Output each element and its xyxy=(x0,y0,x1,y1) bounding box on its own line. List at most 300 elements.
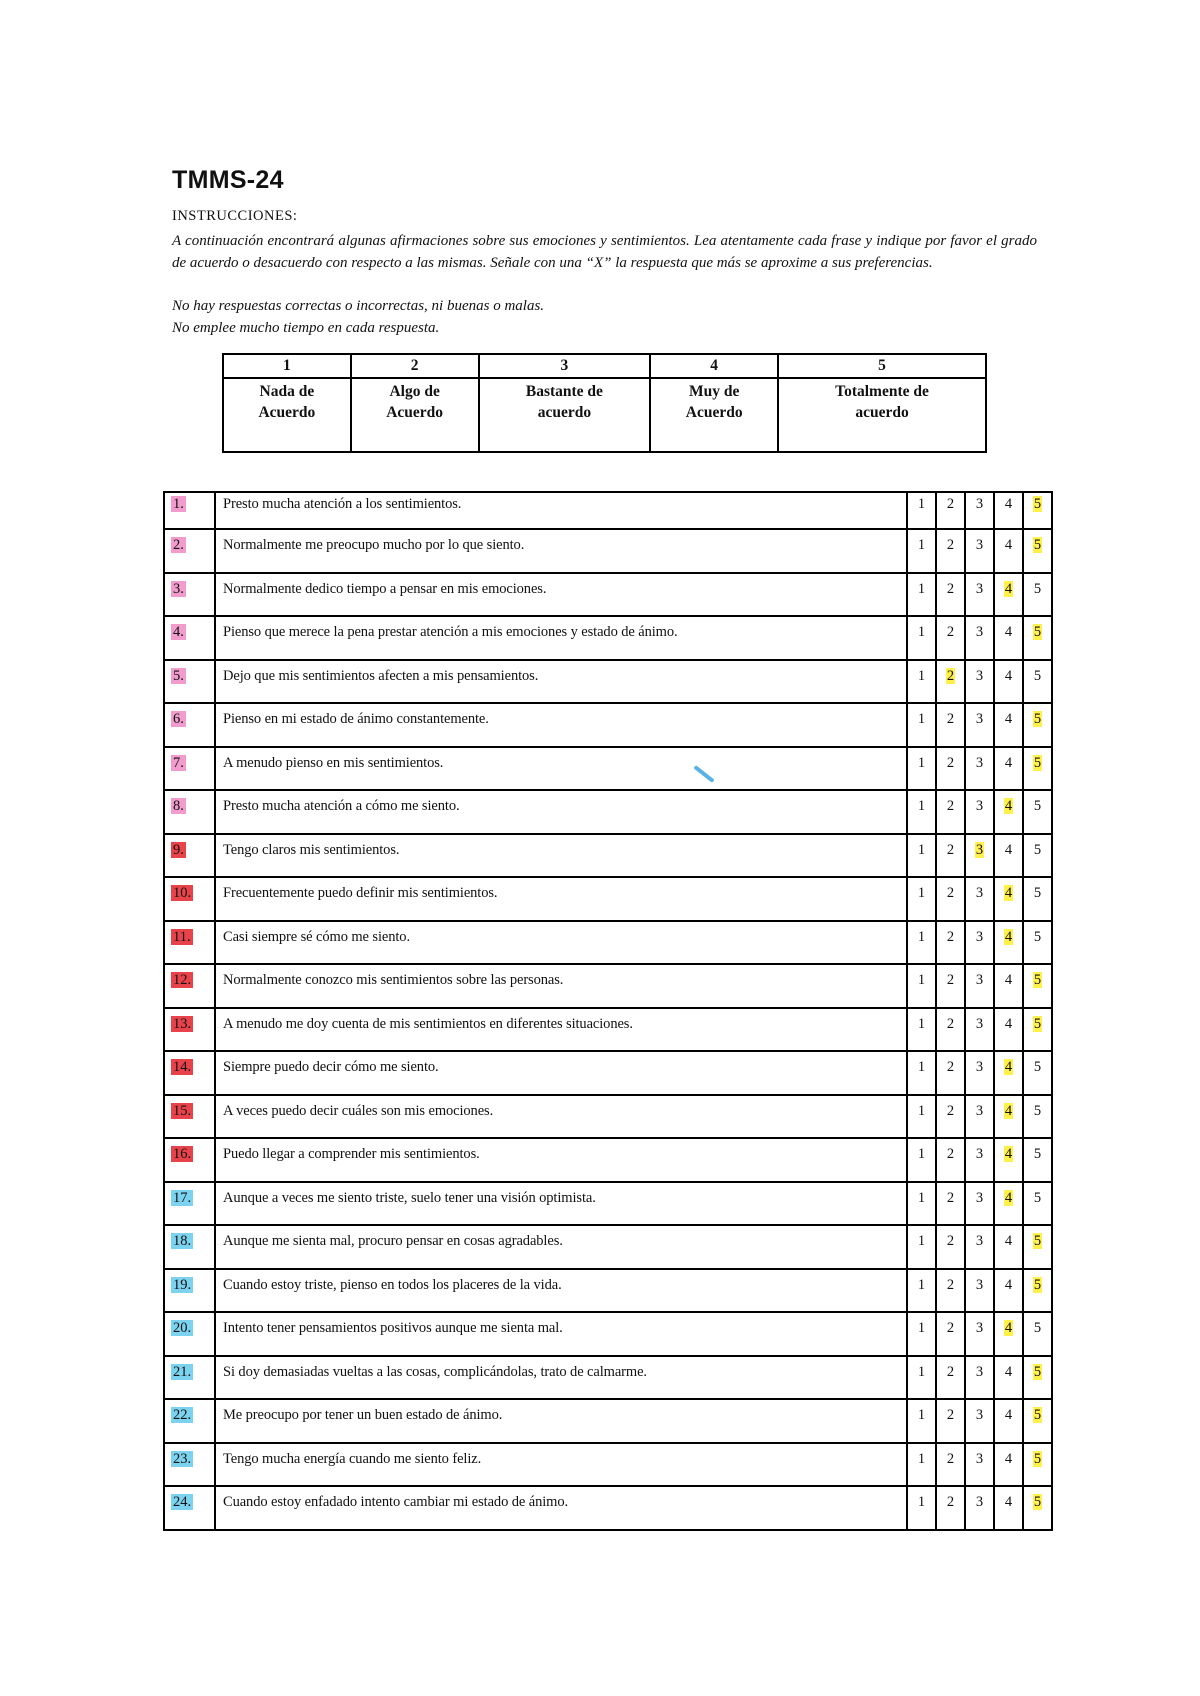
response-option-4[interactable] xyxy=(994,1356,1023,1400)
option-label: 1 xyxy=(917,624,926,640)
option-label: 1 xyxy=(917,754,926,771)
response-option-4[interactable] xyxy=(994,1312,1023,1356)
scale-label: Bastante de acuerdo xyxy=(479,378,651,452)
option-label: 3 xyxy=(975,537,984,553)
item-number: 11. xyxy=(173,928,191,945)
option-label: 3 xyxy=(975,1233,984,1249)
instructions-note-time: No emplee mucho tiempo en cada respuesta. xyxy=(172,320,440,336)
item-statement: Intento tener pensamientos positivos aunque me sienta mal. xyxy=(215,1312,907,1356)
option-label: 5 xyxy=(1033,1059,1042,1075)
response-option-2[interactable] xyxy=(936,790,965,834)
option-label: 3 xyxy=(975,885,984,901)
response-option-1[interactable] xyxy=(907,1399,936,1443)
response-option-1[interactable] xyxy=(907,877,936,921)
response-option-3[interactable] xyxy=(965,1095,994,1139)
response-option-2[interactable] xyxy=(936,1356,965,1400)
response-option-5[interactable] xyxy=(1023,660,1052,704)
response-option-5[interactable] xyxy=(1023,1225,1052,1269)
response-option-2[interactable] xyxy=(936,1138,965,1182)
option-label: 1 xyxy=(917,667,926,684)
response-option-4[interactable] xyxy=(994,1051,1023,1095)
item-statement: Frecuentemente puedo definir mis sentimientos. xyxy=(215,877,907,921)
questionnaire-row xyxy=(164,1443,1052,1487)
questionnaire-row xyxy=(164,616,1052,660)
option-label: 5 xyxy=(1033,1320,1042,1336)
option-label: 4 xyxy=(1004,496,1013,512)
option-label: 3 xyxy=(975,1450,984,1467)
response-option-4[interactable] xyxy=(994,492,1023,529)
option-label: 2 xyxy=(946,1015,955,1032)
item-number-cell xyxy=(164,573,215,617)
item-statement: A veces puedo decir cuáles son mis emociones. xyxy=(215,1095,907,1139)
item-number-cell xyxy=(164,529,215,573)
option-label: 4 xyxy=(1004,1494,1013,1510)
response-option-4[interactable] xyxy=(994,1443,1023,1487)
option-label: 4 xyxy=(1004,624,1013,640)
questionnaire-row xyxy=(164,1312,1052,1356)
response-option-2[interactable] xyxy=(936,1225,965,1269)
response-option-5[interactable] xyxy=(1023,703,1052,747)
selected-answer: 5 xyxy=(1033,1450,1042,1467)
response-option-3[interactable] xyxy=(965,834,994,878)
selected-answer: 5 xyxy=(1033,1015,1042,1032)
response-option-1[interactable] xyxy=(907,703,936,747)
instructions-note-correct: No hay respuestas correctas o incorrectas, ni buenas o malas. xyxy=(172,298,545,314)
response-option-1[interactable] xyxy=(907,834,936,878)
response-option-3[interactable] xyxy=(965,1356,994,1400)
response-option-2[interactable] xyxy=(936,1095,965,1139)
item-number-cell xyxy=(164,1225,215,1269)
response-option-2[interactable] xyxy=(936,747,965,791)
response-option-4[interactable] xyxy=(994,1486,1023,1530)
option-label: 3 xyxy=(975,1363,984,1380)
option-label: 3 xyxy=(975,754,984,771)
response-option-3[interactable] xyxy=(965,877,994,921)
selected-answer: 5 xyxy=(1033,1233,1042,1249)
response-option-3[interactable] xyxy=(965,573,994,617)
selected-answer: 4 xyxy=(1004,580,1013,597)
option-label: 2 xyxy=(946,885,955,901)
response-option-1[interactable] xyxy=(907,1182,936,1226)
response-option-4[interactable] xyxy=(994,529,1023,573)
option-label: 3 xyxy=(975,1494,984,1510)
scale-number: 2 xyxy=(351,354,479,378)
response-option-1[interactable] xyxy=(907,747,936,791)
response-option-2[interactable] xyxy=(936,1399,965,1443)
item-statement: Aunque me sienta mal, procuro pensar en cosas agradables. xyxy=(215,1225,907,1269)
response-option-4[interactable] xyxy=(994,616,1023,660)
response-option-5[interactable] xyxy=(1023,1138,1052,1182)
response-option-5[interactable] xyxy=(1023,1356,1052,1400)
response-option-2[interactable] xyxy=(936,1182,965,1226)
response-option-4[interactable] xyxy=(994,573,1023,617)
option-label: 5 xyxy=(1033,841,1042,858)
item-statement: Pienso que merece la pena prestar atención a mis emociones y estado de ánimo. xyxy=(215,616,907,660)
option-label: 2 xyxy=(946,1407,955,1423)
response-option-5[interactable] xyxy=(1023,790,1052,834)
item-number: 23. xyxy=(173,1450,192,1467)
response-option-2[interactable] xyxy=(936,1486,965,1530)
questionnaire-row xyxy=(164,1051,1052,1095)
response-option-4[interactable] xyxy=(994,747,1023,791)
response-option-3[interactable] xyxy=(965,1312,994,1356)
item-number-cell xyxy=(164,877,215,921)
option-label: 2 xyxy=(946,1059,955,1075)
item-statement: A menudo pienso en mis sentimientos. xyxy=(215,747,907,791)
item-number-cell xyxy=(164,1269,215,1313)
response-option-2[interactable] xyxy=(936,616,965,660)
response-option-1[interactable] xyxy=(907,1269,936,1313)
response-option-3[interactable] xyxy=(965,921,994,965)
option-label: 2 xyxy=(946,537,955,553)
response-option-3[interactable] xyxy=(965,1269,994,1313)
selected-answer: 5 xyxy=(1033,972,1042,988)
response-option-1[interactable] xyxy=(907,1095,936,1139)
response-option-3[interactable] xyxy=(965,492,994,529)
item-number-cell xyxy=(164,1182,215,1226)
option-label: 5 xyxy=(1033,798,1042,814)
option-label: 5 xyxy=(1033,885,1042,901)
response-option-4[interactable] xyxy=(994,703,1023,747)
response-option-5[interactable] xyxy=(1023,1486,1052,1530)
response-option-4[interactable] xyxy=(994,1008,1023,1052)
response-option-2[interactable] xyxy=(936,1312,965,1356)
response-option-2[interactable] xyxy=(936,834,965,878)
option-label: 3 xyxy=(975,624,984,640)
scale-label: Muy de Acuerdo xyxy=(650,378,778,452)
response-option-1[interactable] xyxy=(907,1008,936,1052)
option-label: 2 xyxy=(946,1450,955,1467)
option-label: 2 xyxy=(946,496,955,512)
item-statement: Casi siempre sé cómo me siento. xyxy=(215,921,907,965)
response-option-5[interactable] xyxy=(1023,1182,1052,1226)
option-label: 1 xyxy=(917,1102,926,1119)
option-label: 3 xyxy=(975,1146,984,1162)
option-label: 4 xyxy=(1004,667,1013,684)
response-option-4[interactable] xyxy=(994,1399,1023,1443)
response-option-3[interactable] xyxy=(965,1138,994,1182)
response-option-1[interactable] xyxy=(907,1486,936,1530)
option-label: 5 xyxy=(1033,1146,1042,1162)
questionnaire-row xyxy=(164,1138,1052,1182)
option-label: 4 xyxy=(1004,1450,1013,1467)
option-label: 1 xyxy=(917,496,926,512)
option-label: 3 xyxy=(975,496,984,512)
option-label: 4 xyxy=(1004,1015,1013,1032)
response-option-5[interactable] xyxy=(1023,1443,1052,1487)
option-label: 1 xyxy=(917,1276,926,1293)
option-label: 4 xyxy=(1004,1407,1013,1423)
questionnaire-row xyxy=(164,964,1052,1008)
item-number-cell xyxy=(164,747,215,791)
option-label: 4 xyxy=(1004,537,1013,553)
option-label: 2 xyxy=(946,1189,955,1206)
response-option-4[interactable] xyxy=(994,1225,1023,1269)
response-option-1[interactable] xyxy=(907,1356,936,1400)
selected-answer: 5 xyxy=(1033,1276,1042,1293)
option-label: 3 xyxy=(975,798,984,814)
item-statement: Tengo mucha energía cuando me siento feliz. xyxy=(215,1443,907,1487)
selected-answer: 4 xyxy=(1004,1320,1013,1336)
option-label: 4 xyxy=(1004,754,1013,771)
option-label: 2 xyxy=(946,580,955,597)
response-option-2[interactable] xyxy=(936,529,965,573)
scale-label: Algo de Acuerdo xyxy=(351,378,479,452)
response-option-4[interactable] xyxy=(994,790,1023,834)
questionnaire-row xyxy=(164,1182,1052,1226)
option-label: 2 xyxy=(946,841,955,858)
response-option-4[interactable] xyxy=(994,1182,1023,1226)
option-label: 1 xyxy=(917,798,926,814)
response-option-3[interactable] xyxy=(965,1008,994,1052)
response-option-5[interactable] xyxy=(1023,492,1052,529)
scale-number: 5 xyxy=(778,354,986,378)
item-statement: Me preocupo por tener un buen estado de ánimo. xyxy=(215,1399,907,1443)
response-option-4[interactable] xyxy=(994,1095,1023,1139)
response-option-4[interactable] xyxy=(994,877,1023,921)
option-label: 1 xyxy=(917,1059,926,1075)
questionnaire-row xyxy=(164,921,1052,965)
item-number: 15. xyxy=(173,1102,192,1119)
response-option-5[interactable] xyxy=(1023,1399,1052,1443)
item-number-cell xyxy=(164,1399,215,1443)
response-option-3[interactable] xyxy=(965,747,994,791)
item-number: 22. xyxy=(173,1407,192,1423)
option-label: 2 xyxy=(946,1494,955,1510)
response-option-5[interactable] xyxy=(1023,921,1052,965)
item-number: 12. xyxy=(173,972,192,988)
item-statement: Presto mucha atención a los sentimientos. xyxy=(215,492,907,529)
selected-answer: 5 xyxy=(1033,711,1042,727)
response-option-5[interactable] xyxy=(1023,1312,1052,1356)
scale-labels-row xyxy=(223,378,986,452)
response-option-3[interactable] xyxy=(965,1051,994,1095)
item-number: 6. xyxy=(173,711,184,727)
response-option-1[interactable] xyxy=(907,1138,936,1182)
response-option-2[interactable] xyxy=(936,573,965,617)
item-statement: Si doy demasiadas vueltas a las cosas, complicándolas, trato de calmarme. xyxy=(215,1356,907,1400)
option-label: 2 xyxy=(946,1320,955,1336)
item-number: 19. xyxy=(173,1276,192,1293)
questionnaire-row xyxy=(164,1486,1052,1530)
option-label: 4 xyxy=(1004,1363,1013,1380)
scale-label: Totalmente de acuerdo xyxy=(778,378,986,452)
option-label: 3 xyxy=(975,928,984,945)
selected-answer: 4 xyxy=(1004,1102,1013,1119)
selected-answer: 5 xyxy=(1033,1407,1042,1423)
option-label: 2 xyxy=(946,1102,955,1119)
response-option-2[interactable] xyxy=(936,964,965,1008)
response-option-5[interactable] xyxy=(1023,1051,1052,1095)
option-label: 4 xyxy=(1004,1233,1013,1249)
response-option-2[interactable] xyxy=(936,1008,965,1052)
item-statement: Cuando estoy triste, pienso en todos los placeres de la vida. xyxy=(215,1269,907,1313)
response-option-3[interactable] xyxy=(965,1225,994,1269)
response-option-5[interactable] xyxy=(1023,834,1052,878)
response-option-4[interactable] xyxy=(994,1138,1023,1182)
item-number-cell xyxy=(164,834,215,878)
option-label: 3 xyxy=(975,1059,984,1075)
item-number-cell xyxy=(164,703,215,747)
questionnaire-row xyxy=(164,1095,1052,1139)
response-option-1[interactable] xyxy=(907,1443,936,1487)
option-label: 3 xyxy=(975,1102,984,1119)
response-option-2[interactable] xyxy=(936,703,965,747)
option-label: 1 xyxy=(917,711,926,727)
questionnaire-row xyxy=(164,1225,1052,1269)
item-statement: Presto mucha atención a cómo me siento. xyxy=(215,790,907,834)
selected-answer: 5 xyxy=(1033,624,1042,640)
option-label: 2 xyxy=(946,1363,955,1380)
selected-answer: 4 xyxy=(1004,928,1013,945)
response-option-2[interactable] xyxy=(936,1443,965,1487)
option-label: 5 xyxy=(1033,1189,1042,1206)
questionnaire-row xyxy=(164,492,1052,529)
option-label: 2 xyxy=(946,754,955,771)
item-statement: Cuando estoy enfadado intento cambiar mi estado de ánimo. xyxy=(215,1486,907,1530)
questionnaire-row xyxy=(164,877,1052,921)
option-label: 1 xyxy=(917,580,926,597)
option-label: 4 xyxy=(1004,1276,1013,1293)
item-statement: Normalmente conozco mis sentimientos sobre las personas. xyxy=(215,964,907,1008)
item-statement: Normalmente dedico tiempo a pensar en mis emociones. xyxy=(215,573,907,617)
item-statement: Aunque a veces me siento triste, suelo tener una visión optimista. xyxy=(215,1182,907,1226)
questionnaire-row xyxy=(164,1356,1052,1400)
response-option-2[interactable] xyxy=(936,492,965,529)
response-option-4[interactable] xyxy=(994,834,1023,878)
questionnaire-row xyxy=(164,1399,1052,1443)
item-number-cell xyxy=(164,964,215,1008)
option-label: 1 xyxy=(917,1015,926,1032)
document-title: TMMS-24 xyxy=(172,166,284,194)
response-option-3[interactable] xyxy=(965,1182,994,1226)
response-option-1[interactable] xyxy=(907,921,936,965)
item-number: 1. xyxy=(173,496,184,512)
response-option-4[interactable] xyxy=(994,660,1023,704)
response-option-1[interactable] xyxy=(907,790,936,834)
option-label: 1 xyxy=(917,972,926,988)
response-option-5[interactable] xyxy=(1023,616,1052,660)
response-option-1[interactable] xyxy=(907,529,936,573)
response-option-4[interactable] xyxy=(994,964,1023,1008)
item-statement: Puedo llegar a comprender mis sentimientos. xyxy=(215,1138,907,1182)
response-option-1[interactable] xyxy=(907,964,936,1008)
option-label: 1 xyxy=(917,885,926,901)
item-statement: Siempre puedo decir cómo me siento. xyxy=(215,1051,907,1095)
response-option-2[interactable] xyxy=(936,1269,965,1313)
item-number-cell xyxy=(164,1138,215,1182)
response-option-5[interactable] xyxy=(1023,877,1052,921)
response-option-2[interactable] xyxy=(936,1051,965,1095)
questionnaire-table xyxy=(163,491,1053,1531)
instructions-paragraph: A continuación encontrará algunas afirmaciones sobre sus emociones y sentimientos. Lea atentamente cada frase y indique por favor el grado de acuerdo o desacuerdo con respecto a las mismas. Señale con una “X” la respuesta que más se aproxime a sus preferencias. xyxy=(172,233,1037,271)
item-number-cell xyxy=(164,921,215,965)
item-number: 21. xyxy=(173,1363,192,1380)
response-option-5[interactable] xyxy=(1023,1008,1052,1052)
response-option-3[interactable] xyxy=(965,1443,994,1487)
item-number-cell xyxy=(164,1008,215,1052)
response-option-5[interactable] xyxy=(1023,964,1052,1008)
item-statement: Tengo claros mis sentimientos. xyxy=(215,834,907,878)
option-label: 2 xyxy=(946,1276,955,1293)
response-option-2[interactable] xyxy=(936,921,965,965)
option-label: 2 xyxy=(946,972,955,988)
item-number: 14. xyxy=(173,1059,192,1075)
item-number: 3. xyxy=(173,580,184,597)
questionnaire-row xyxy=(164,1269,1052,1313)
response-option-1[interactable] xyxy=(907,1312,936,1356)
response-option-1[interactable] xyxy=(907,573,936,617)
option-label: 3 xyxy=(975,1407,984,1423)
response-option-1[interactable] xyxy=(907,492,936,529)
response-option-3[interactable] xyxy=(965,1399,994,1443)
option-label: 3 xyxy=(975,1015,984,1032)
response-scale-table xyxy=(222,353,987,453)
response-option-3[interactable] xyxy=(965,964,994,1008)
response-option-1[interactable] xyxy=(907,616,936,660)
response-option-5[interactable] xyxy=(1023,747,1052,791)
response-option-5[interactable] xyxy=(1023,1095,1052,1139)
option-label: 1 xyxy=(917,537,926,553)
item-statement: Dejo que mis sentimientos afecten a mis pensamientos. xyxy=(215,660,907,704)
item-number: 4. xyxy=(173,624,184,640)
response-option-3[interactable] xyxy=(965,529,994,573)
item-number-cell xyxy=(164,790,215,834)
response-option-5[interactable] xyxy=(1023,529,1052,573)
item-number: 2. xyxy=(173,537,184,553)
option-label: 2 xyxy=(946,798,955,814)
item-number: 7. xyxy=(173,754,184,771)
response-option-3[interactable] xyxy=(965,616,994,660)
selected-answer: 4 xyxy=(1004,1189,1013,1206)
response-option-3[interactable] xyxy=(965,1486,994,1530)
response-option-3[interactable] xyxy=(965,660,994,704)
response-option-1[interactable] xyxy=(907,1051,936,1095)
response-option-5[interactable] xyxy=(1023,1269,1052,1313)
response-option-2[interactable] xyxy=(936,660,965,704)
response-option-4[interactable] xyxy=(994,921,1023,965)
item-number: 10. xyxy=(173,885,192,901)
response-option-3[interactable] xyxy=(965,703,994,747)
response-option-3[interactable] xyxy=(965,790,994,834)
instructions-heading: INSTRUCCIONES: xyxy=(172,208,298,224)
option-label: 4 xyxy=(1004,972,1013,988)
option-label: 1 xyxy=(917,1320,926,1336)
option-label: 4 xyxy=(1004,841,1013,858)
option-label: 5 xyxy=(1033,580,1042,597)
selected-answer: 5 xyxy=(1033,1494,1042,1510)
response-option-4[interactable] xyxy=(994,1269,1023,1313)
option-label: 2 xyxy=(946,711,955,727)
option-label: 1 xyxy=(917,1494,926,1510)
option-label: 1 xyxy=(917,1407,926,1423)
option-label: 2 xyxy=(946,928,955,945)
scale-numbers-row xyxy=(223,354,986,378)
response-option-5[interactable] xyxy=(1023,573,1052,617)
item-number-cell xyxy=(164,660,215,704)
item-number-cell xyxy=(164,1312,215,1356)
questionnaire-row xyxy=(164,573,1052,617)
option-label: 1 xyxy=(917,1189,926,1206)
response-option-2[interactable] xyxy=(936,877,965,921)
selected-answer: 4 xyxy=(1004,1059,1013,1075)
response-option-1[interactable] xyxy=(907,1225,936,1269)
option-label: 2 xyxy=(946,624,955,640)
selected-answer: 5 xyxy=(1033,754,1042,771)
scale-number: 3 xyxy=(479,354,651,378)
selected-answer: 5 xyxy=(1033,496,1042,512)
response-option-1[interactable] xyxy=(907,660,936,704)
